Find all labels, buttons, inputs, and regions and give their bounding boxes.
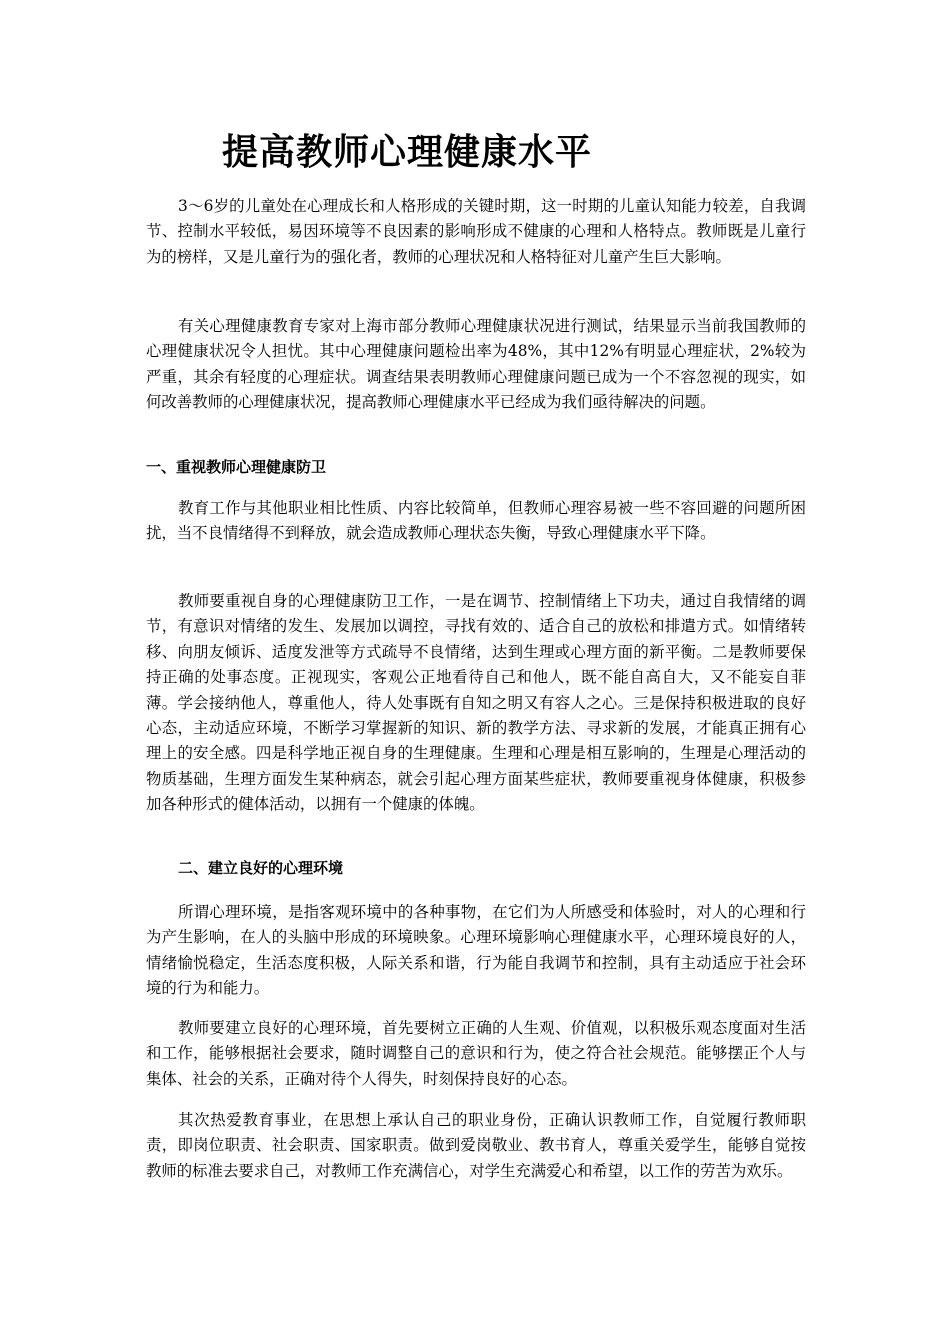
section-2-paragraph-2: 教师要建立良好的心理环境，首先要树立正确的人生观、价值观，以积极乐观态度面对生活和工作，能够根据社会要求，随时调整自己的意识和行为，使之符合社会规范。能够摆正个人与集体、社会的关系，正确对待个人得失，时刻保持良好的心态。 [146,1019,806,1088]
intro-paragraph-2: 有关心理健康教育专家对上海市部分教师心理健康状况进行测试，结果显示当前我国教师的心理健康状况令人担忧。其中心理健康问题检出率为48%，其中12%有明显心理症状，2%较为严重，其余有轻度的心理症状。调查结果表明教师心理健康问题已成为一个不容忽视的现实，如何改善教师的心理健康状况，提高教师心理健康水平已经成为我们亟待解决的问题。 [146,317,806,412]
intro-paragraph-1: 3～6岁的儿童处在心理成长和人格形成的关键时期，这一时期的儿童认知能力较差，自我调节、控制水平较低，易因环境等不良因素的影响形成不健康的心理和人格特点。教师既是儿童行为的榜样，又是儿童行为的强化者，教师的心理状况和人格特征对儿童产生巨大影响。 [146,197,806,266]
section-2-paragraph-1: 所谓心理环境，是指客观环境中的各种事物，在它们为人所感受和体验时，对人的心理和行为产生影响，在人的头脑中形成的环境映象。心理环境影响心理健康水平，心理环境良好的人，情绪愉悦稳定，生活态度积极，人际关系和谐，行为能自我调节和控制，具有主动适应于社会环境的行为和能力。 [146,903,806,998]
document-title: 提高教师心理健康水平 [222,132,593,173]
section-1-paragraph-2: 教师要重视自身的心理健康防卫工作，一是在调节、控制情绪上下功夫，通过自我情绪的调节，有意识对情绪的发生、发展加以调控，寻找有效的、适合自己的放松和排遣方式。如情绪转移、向朋友倾诉、适度发泄等方式疏导不良情绪，达到生理或心理方面的新平衡。二是教师要保持正确的处事态度。正视现实，客观公正地看待自己和他人，既不能自高自大，又不能妄自菲薄。学会接纳他人，尊重他人，待人处事既有自知之明又有容人之心。三是保持积极进取的良好心态，主动适应环境，不断学习掌握新的知识、新的教学方法、寻求新的发展，才能真正拥有心理上的安全感。四是科学地正视自身的生理健康。生理和心理是相互影响的，生理是心理活动的物质基础，生理方面发生某种病态，就会引起心理方面某些症状，教师要重视身体健康，积极参加各种形式的健体活动，以拥有一个健康的体魄。 [146,592,806,814]
section-1-paragraph-1: 教育工作与其他职业相比性质、内容比较简单，但教师心理容易被一些不容回避的问题所困扰，当不良情绪得不到释放，就会造成教师心理状态失衡，导致心理健康水平下降。 [146,499,806,543]
section-2-heading: 二、建立良好的心理环境 [178,859,344,877]
section-1-heading: 一、重视教师心理健康防卫 [146,458,327,476]
section-2-paragraph-3: 其次热爱教育事业，在思想上承认自己的职业身份，正确认识教师工作，自觉履行教师职责，即岗位职责、社会职责、国家职责。做到爱岗敬业、教书育人，尊重关爱学生，能够自觉按教师的标准去要求自己，对教师工作充满信心，对学生充满爱心和希望，以工作的劳苦为欢乐。 [146,1111,806,1180]
